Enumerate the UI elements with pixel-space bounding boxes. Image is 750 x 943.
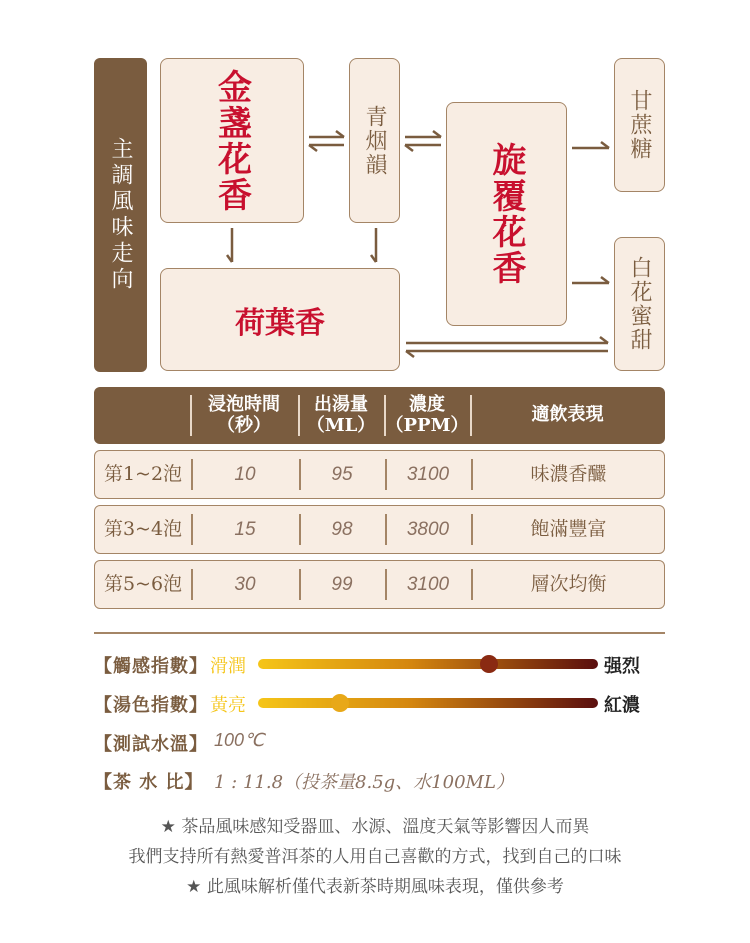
header-steep-time: 浸泡時間 （秒）: [208, 393, 280, 436]
row-volume: 99: [331, 573, 353, 595]
row-time: 10: [234, 463, 256, 485]
header-volume: 出湯量 （ML）: [306, 393, 376, 436]
flavor-ganzhe: 甘蔗糖: [627, 89, 652, 161]
row-taste: 層次均衡: [530, 572, 607, 595]
row-taste: 飽滿豐富: [530, 517, 607, 540]
divider: [94, 632, 665, 634]
row-steep: 第3~4泡: [103, 517, 183, 540]
row-volume: 95: [331, 463, 353, 485]
color-right: 紅濃: [604, 695, 640, 716]
row-steep: 第1~2泡: [103, 462, 183, 485]
touch-index-label: 【觸感指數】: [94, 656, 208, 677]
flavor-direction-label: 主調風味走向: [94, 58, 147, 372]
table-row: [94, 560, 665, 609]
touch-right: 强烈: [604, 656, 640, 677]
row-ppm: 3100: [406, 573, 450, 595]
row-ppm: 3100: [406, 463, 450, 485]
flavor-qingyan: 青烟韻: [362, 104, 387, 177]
color-left: 黃亮: [210, 695, 246, 716]
header-concentration: 濃度 （PPM）: [385, 393, 469, 436]
water-temp-value: 100℃: [214, 730, 265, 750]
flavor-jinzhan: 金盞花香: [211, 68, 252, 213]
row-steep: 第5~6泡: [103, 572, 183, 595]
row-volume: 98: [331, 518, 353, 540]
tea-water-ratio-value: 1 : 11.8（投茶量8.5g、水100ML）: [214, 772, 514, 793]
table-row: [94, 505, 665, 554]
touch-index-marker: [480, 655, 498, 673]
table-row: [94, 450, 665, 499]
note-2: 我們支持所有熱愛普洱茶的人用自己喜歡的方式，找到自己的口味: [128, 847, 622, 867]
color-index-marker: [331, 694, 349, 712]
note-3: ★ 此風味解析僅代表新茶時期風味表現，僅供參考: [186, 877, 564, 897]
row-time: 15: [234, 518, 256, 540]
table-header: [94, 387, 665, 444]
tea-water-ratio-label: 【茶 水 比】: [94, 772, 204, 793]
flavor-xuanfu: 旋覆花香: [486, 142, 526, 286]
flavor-baihua: 白花蜜甜: [627, 256, 652, 352]
touch-index-bar: [258, 659, 598, 669]
color-index-bar: [258, 698, 598, 708]
water-temp-label: 【測試水溫】: [94, 734, 208, 755]
row-ppm: 3800: [406, 518, 450, 540]
row-time: 30: [234, 573, 256, 595]
color-index-label: 【湯色指數】: [94, 695, 208, 716]
flow-arrows: [0, 0, 750, 400]
header-taste: 適飲表現: [531, 404, 604, 426]
flavor-heye: 荷葉香: [235, 305, 325, 341]
note-1: ★ 茶品風味感知受器皿、水源、溫度天氣等影響因人而異: [160, 817, 590, 837]
row-taste: 味濃香釅: [530, 462, 607, 485]
touch-left: 滑潤: [210, 656, 246, 677]
